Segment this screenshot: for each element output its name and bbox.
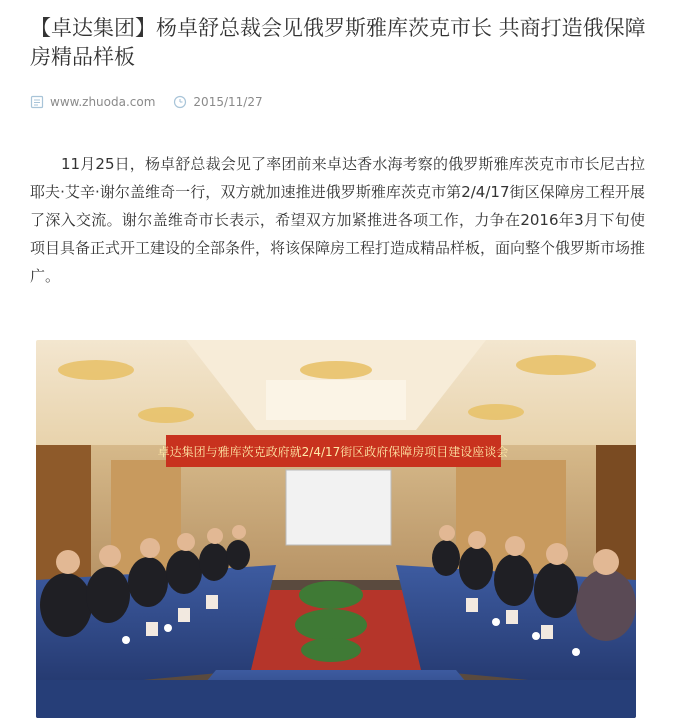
article-paragraph: 11月25日，杨卓舒总裁会见了率团前来卓达香水海考察的俄罗斯雅库茨克市市长尼古拉耶夫·艾辛·谢尔盖维奇一行，双方就加速推进俄罗斯雅库茨克市第2/4/17街区保障房工程开展了深入交流。谢尔盖维奇市长表示，希望双方加紧推进各项工作，力争在2016年3月下旬使项目具备正式开工建设的全部条件，将该保障房工程打造成精品样板，面向整个俄罗斯市场推广。: [30, 155, 646, 285]
article-source[interactable]: www.zhuoda.com: [50, 95, 156, 109]
article-date: 2015/11/27: [193, 95, 263, 109]
article-title: 【卓达集团】杨卓舒总裁会见俄罗斯雅库茨克市长 共商打造俄保障房精品样板: [30, 16, 646, 69]
photo-banner-text: 卓达集团与雅库茨克政府就2/4/17街区政府保障房项目建设座谈会: [157, 445, 509, 459]
article-meta: [30, 92, 263, 112]
clock-icon: [173, 95, 187, 109]
meeting-photo-illustration: [36, 340, 636, 718]
meeting-photo: [36, 340, 636, 718]
document-icon: [30, 95, 44, 109]
